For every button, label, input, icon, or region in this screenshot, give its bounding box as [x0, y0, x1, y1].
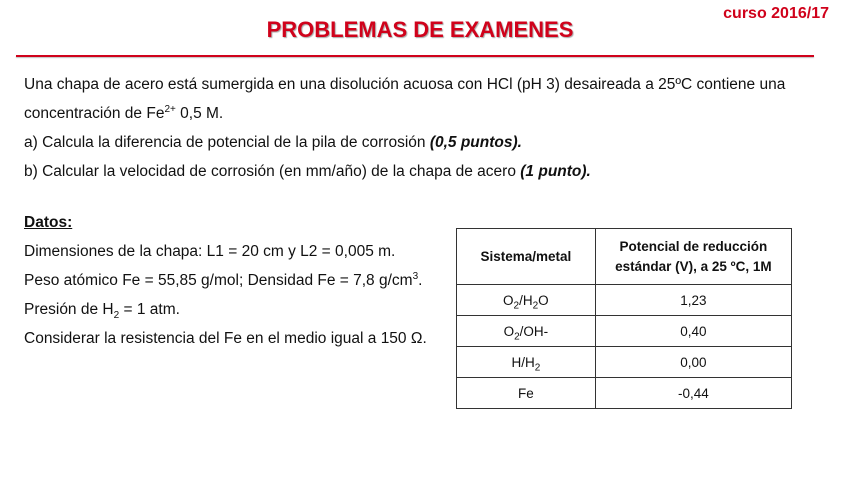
system-sub2: 2 — [532, 300, 539, 312]
table-row — [457, 316, 792, 347]
system-pre: O — [503, 292, 514, 308]
system-sub1: 2 — [513, 300, 520, 312]
data-line-atomic-weight-text: Peso atómico Fe = 55,85 g/mol; Densidad Fe = 7,8 g/cm — [24, 272, 413, 289]
part-a-text: a) Calcula la diferencia de potencial de la pila de corrosión — [24, 134, 430, 151]
data-line-atomic-weight-end: . — [418, 272, 423, 289]
course-label: curso 2016/17 — [723, 5, 829, 22]
page-title: PROBLEMAS DE EXAMENES — [266, 17, 574, 42]
data-line-resistance: Considerar la resistencia del Fe en el medio igual a 150 Ω. — [24, 330, 427, 347]
system-pre: H/H — [511, 354, 535, 370]
data-section — [24, 208, 454, 353]
system-pre: Fe — [517, 385, 534, 401]
system-cell — [457, 285, 596, 316]
potential-cell: 1,23 — [595, 285, 791, 316]
header-potential-line2: estándar (V), a 25 ºC, 1M — [615, 258, 772, 274]
system-mid: /OH- — [519, 323, 549, 339]
data-heading: Datos: — [24, 214, 73, 231]
header-potential-line1: Potencial de reducción — [619, 238, 768, 254]
problem-intro-end: 0,5 M. — [175, 105, 224, 122]
problem-part-b — [24, 157, 824, 186]
title-divider — [16, 55, 814, 57]
potential-cell: 0,00 — [595, 347, 791, 378]
potential-cell: 0,40 — [595, 316, 791, 347]
pressure-post: = 1 atm. — [119, 301, 180, 318]
part-b-points: (1 punto). — [520, 163, 591, 180]
system-sub1: 2 — [534, 362, 541, 374]
header-system: Sistema/metal — [457, 229, 596, 285]
table-row — [457, 378, 792, 409]
problem-part-a — [24, 128, 824, 157]
part-b-text: b) Calcular la velocidad de corrosión (en mm/año) de la chapa de acero — [24, 163, 521, 180]
system-cell — [457, 347, 596, 378]
part-a-points: (0,5 puntos). — [429, 134, 522, 151]
header-potential — [595, 229, 791, 285]
table-header-row — [457, 229, 792, 285]
problem-statement — [24, 70, 824, 186]
potential-cell: -0,44 — [595, 378, 791, 409]
table-row — [457, 285, 792, 316]
data-line-atomic-weight — [24, 266, 454, 295]
system-sub1: 2 — [514, 331, 520, 343]
problem-intro — [24, 70, 824, 128]
potential-table — [456, 228, 792, 409]
table-row — [457, 347, 792, 378]
problem-intro-text: Una chapa de acero está sumergida en una disolución acuosa con HCl (pH 3) desaireada a 25ºC contiene una concentración de Fe — [24, 76, 786, 122]
pressure-sub: 2 — [113, 310, 120, 322]
system-cell — [457, 316, 596, 347]
data-line-dimensions: Dimensiones de la chapa: L1 = 20 cm y L2 = 0,005 m. — [24, 243, 396, 260]
system-pre: O — [503, 323, 515, 339]
cm3-exponent: 3 — [412, 270, 419, 282]
fe-charge: 2+ — [164, 103, 176, 115]
system-mid: /H — [519, 292, 533, 308]
data-line-pressure — [24, 295, 454, 324]
pressure-pre: Presión de H — [24, 301, 114, 318]
system-post: O — [538, 292, 549, 308]
system-cell — [457, 378, 596, 409]
